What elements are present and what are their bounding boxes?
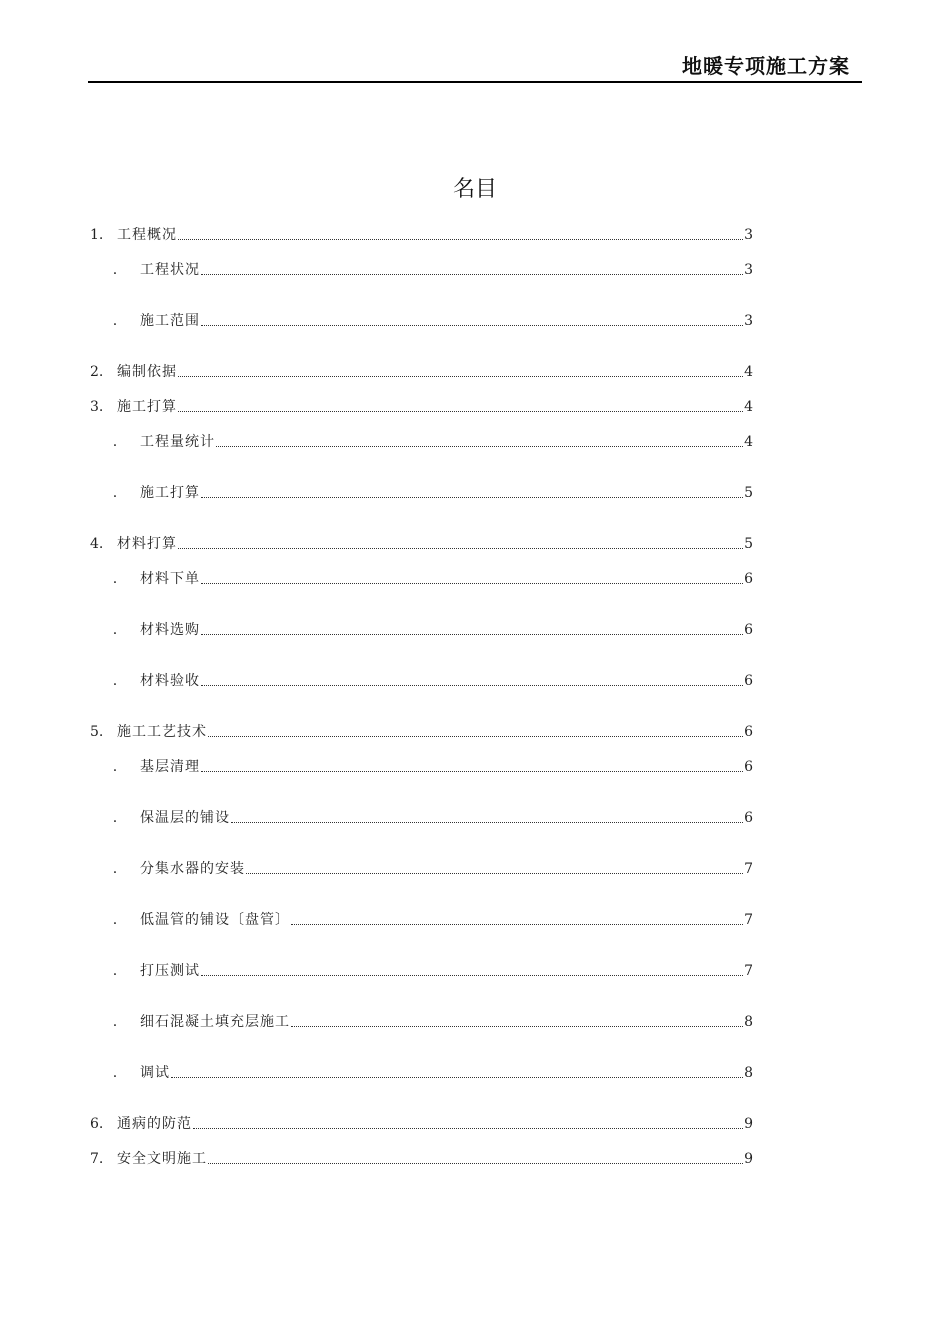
toc-leader-dots	[208, 735, 743, 737]
toc-entry-number: 3.	[90, 399, 104, 415]
toc-entry-page: 6	[744, 724, 753, 740]
toc-entry[interactable]	[90, 721, 753, 741]
toc-entry-label: 施工范围	[140, 313, 200, 329]
toc-entry-number: .	[112, 963, 118, 979]
toc-entry-number: 1.	[90, 227, 104, 243]
toc-entry-label: 基层清理	[140, 759, 200, 775]
toc-entry-page: 9	[744, 1116, 753, 1132]
toc-leader-dots	[201, 273, 743, 275]
toc-entry-number: .	[112, 622, 118, 638]
toc-leader-dots	[171, 1076, 743, 1078]
toc-entry-label: 低温管的铺设〔盘管〕	[140, 912, 290, 928]
toc-entry-number: 5.	[90, 724, 104, 740]
toc-entry[interactable]	[90, 960, 753, 980]
toc-entry-number: .	[112, 313, 118, 329]
toc-entry-number: .	[112, 759, 118, 775]
toc-entry-page: 4	[744, 399, 753, 415]
toc-entry[interactable]	[90, 224, 753, 244]
toc-entry-label: 工程状况	[140, 262, 200, 278]
toc-entry-number: .	[112, 1065, 118, 1081]
toc-entry-page: 8	[744, 1065, 753, 1081]
toc-entry[interactable]	[90, 259, 753, 279]
toc-entry-number: 2.	[90, 364, 104, 380]
toc-entry-number: 4.	[90, 536, 104, 552]
toc-leader-dots	[178, 375, 743, 377]
header-rule	[88, 81, 862, 83]
toc-entry-number: .	[112, 861, 118, 877]
toc-entry-label: 材料下单	[140, 571, 200, 587]
toc-entry-page: 6	[744, 759, 753, 775]
toc-entry-label: 分集水器的安装	[140, 861, 245, 877]
toc-entry-label: 材料选购	[140, 622, 200, 638]
toc-entry-number: .	[112, 571, 118, 587]
toc-entry-page: 6	[744, 673, 753, 689]
toc-entry-page: 4	[744, 364, 753, 380]
toc-leader-dots	[178, 238, 743, 240]
toc-entry[interactable]	[90, 361, 753, 381]
toc-entry-label: 安全文明施工	[117, 1151, 207, 1167]
toc-entry-number: .	[112, 673, 118, 689]
toc-entry[interactable]	[90, 482, 753, 502]
toc-entry[interactable]	[90, 858, 753, 878]
toc-entry[interactable]	[90, 396, 753, 416]
toc-leader-dots	[201, 770, 743, 772]
toc-leader-dots	[201, 496, 743, 498]
toc-entry-page: 5	[744, 536, 753, 552]
toc-entry[interactable]	[90, 568, 753, 588]
toc-entry-number: .	[112, 1014, 118, 1030]
toc-entry-page: 6	[744, 810, 753, 826]
toc-entry[interactable]	[90, 1011, 753, 1031]
toc-entry-page: 3	[744, 262, 753, 278]
toc-entry[interactable]	[90, 1062, 753, 1082]
toc-entry-number: .	[112, 262, 118, 278]
toc-leader-dots	[231, 821, 743, 823]
toc-entry-page: 6	[744, 571, 753, 587]
toc-entry-number: .	[112, 485, 118, 501]
toc-entry-label: 工程量统计	[140, 434, 215, 450]
toc-leader-dots	[291, 1025, 743, 1027]
toc-entry[interactable]	[90, 431, 753, 451]
toc-entry-label: 调试	[140, 1065, 170, 1081]
toc-entry-label: 材料验收	[140, 673, 200, 689]
toc-entry[interactable]	[90, 1113, 753, 1133]
toc-entry[interactable]	[90, 1148, 753, 1168]
document-header-title: 地暖专项施工方案	[682, 54, 850, 78]
toc-entry-label: 保温层的铺设	[140, 810, 230, 826]
toc-entry-page: 7	[744, 861, 753, 877]
toc-entry[interactable]	[90, 807, 753, 827]
toc-entry-label: 通病的防范	[117, 1116, 192, 1132]
toc-entry-label: 细石混凝土填充层施工	[140, 1014, 290, 1030]
toc-entry-page: 7	[744, 912, 753, 928]
toc-entry-page: 3	[744, 227, 753, 243]
toc-entry-number: .	[112, 912, 118, 928]
toc-entry-label: 施工工艺技术	[117, 724, 207, 740]
toc-leader-dots	[208, 1162, 743, 1164]
toc-entry-number: .	[112, 434, 118, 450]
toc-leader-dots	[201, 582, 743, 584]
toc-entry[interactable]	[90, 533, 753, 553]
toc-leader-dots	[291, 923, 743, 925]
toc-entry-page: 4	[744, 434, 753, 450]
toc-entry-page: 9	[744, 1151, 753, 1167]
toc-entry-number: 6.	[90, 1116, 104, 1132]
toc-entry[interactable]	[90, 909, 753, 929]
toc-entry[interactable]	[90, 756, 753, 776]
toc-leader-dots	[216, 445, 743, 447]
toc-entry-page: 5	[744, 485, 753, 501]
toc-entry[interactable]	[90, 670, 753, 690]
toc-entry-page: 7	[744, 963, 753, 979]
toc-entry-number: 7.	[90, 1151, 104, 1167]
toc-entry-label: 施工打算	[117, 399, 177, 415]
toc-leader-dots	[178, 410, 743, 412]
toc-entry-page: 8	[744, 1014, 753, 1030]
toc-leader-dots	[201, 633, 743, 635]
toc-entry[interactable]	[90, 310, 753, 330]
toc-entry-page: 6	[744, 622, 753, 638]
toc-entry-number: .	[112, 810, 118, 826]
toc-title: 名目	[452, 177, 497, 202]
toc-leader-dots	[201, 974, 743, 976]
toc-leader-dots	[246, 872, 743, 874]
toc-leader-dots	[178, 547, 743, 549]
toc-leader-dots	[193, 1127, 743, 1129]
toc-entry-label: 编制依据	[117, 364, 177, 380]
toc-leader-dots	[201, 324, 743, 326]
toc-entry-label: 打压测试	[140, 963, 200, 979]
toc-entry-page: 3	[744, 313, 753, 329]
toc-entry-label: 材料打算	[117, 536, 177, 552]
toc-entry-label: 工程概况	[117, 227, 177, 243]
toc-leader-dots	[201, 684, 743, 686]
toc-entry-label: 施工打算	[140, 485, 200, 501]
toc-entry[interactable]	[90, 619, 753, 639]
